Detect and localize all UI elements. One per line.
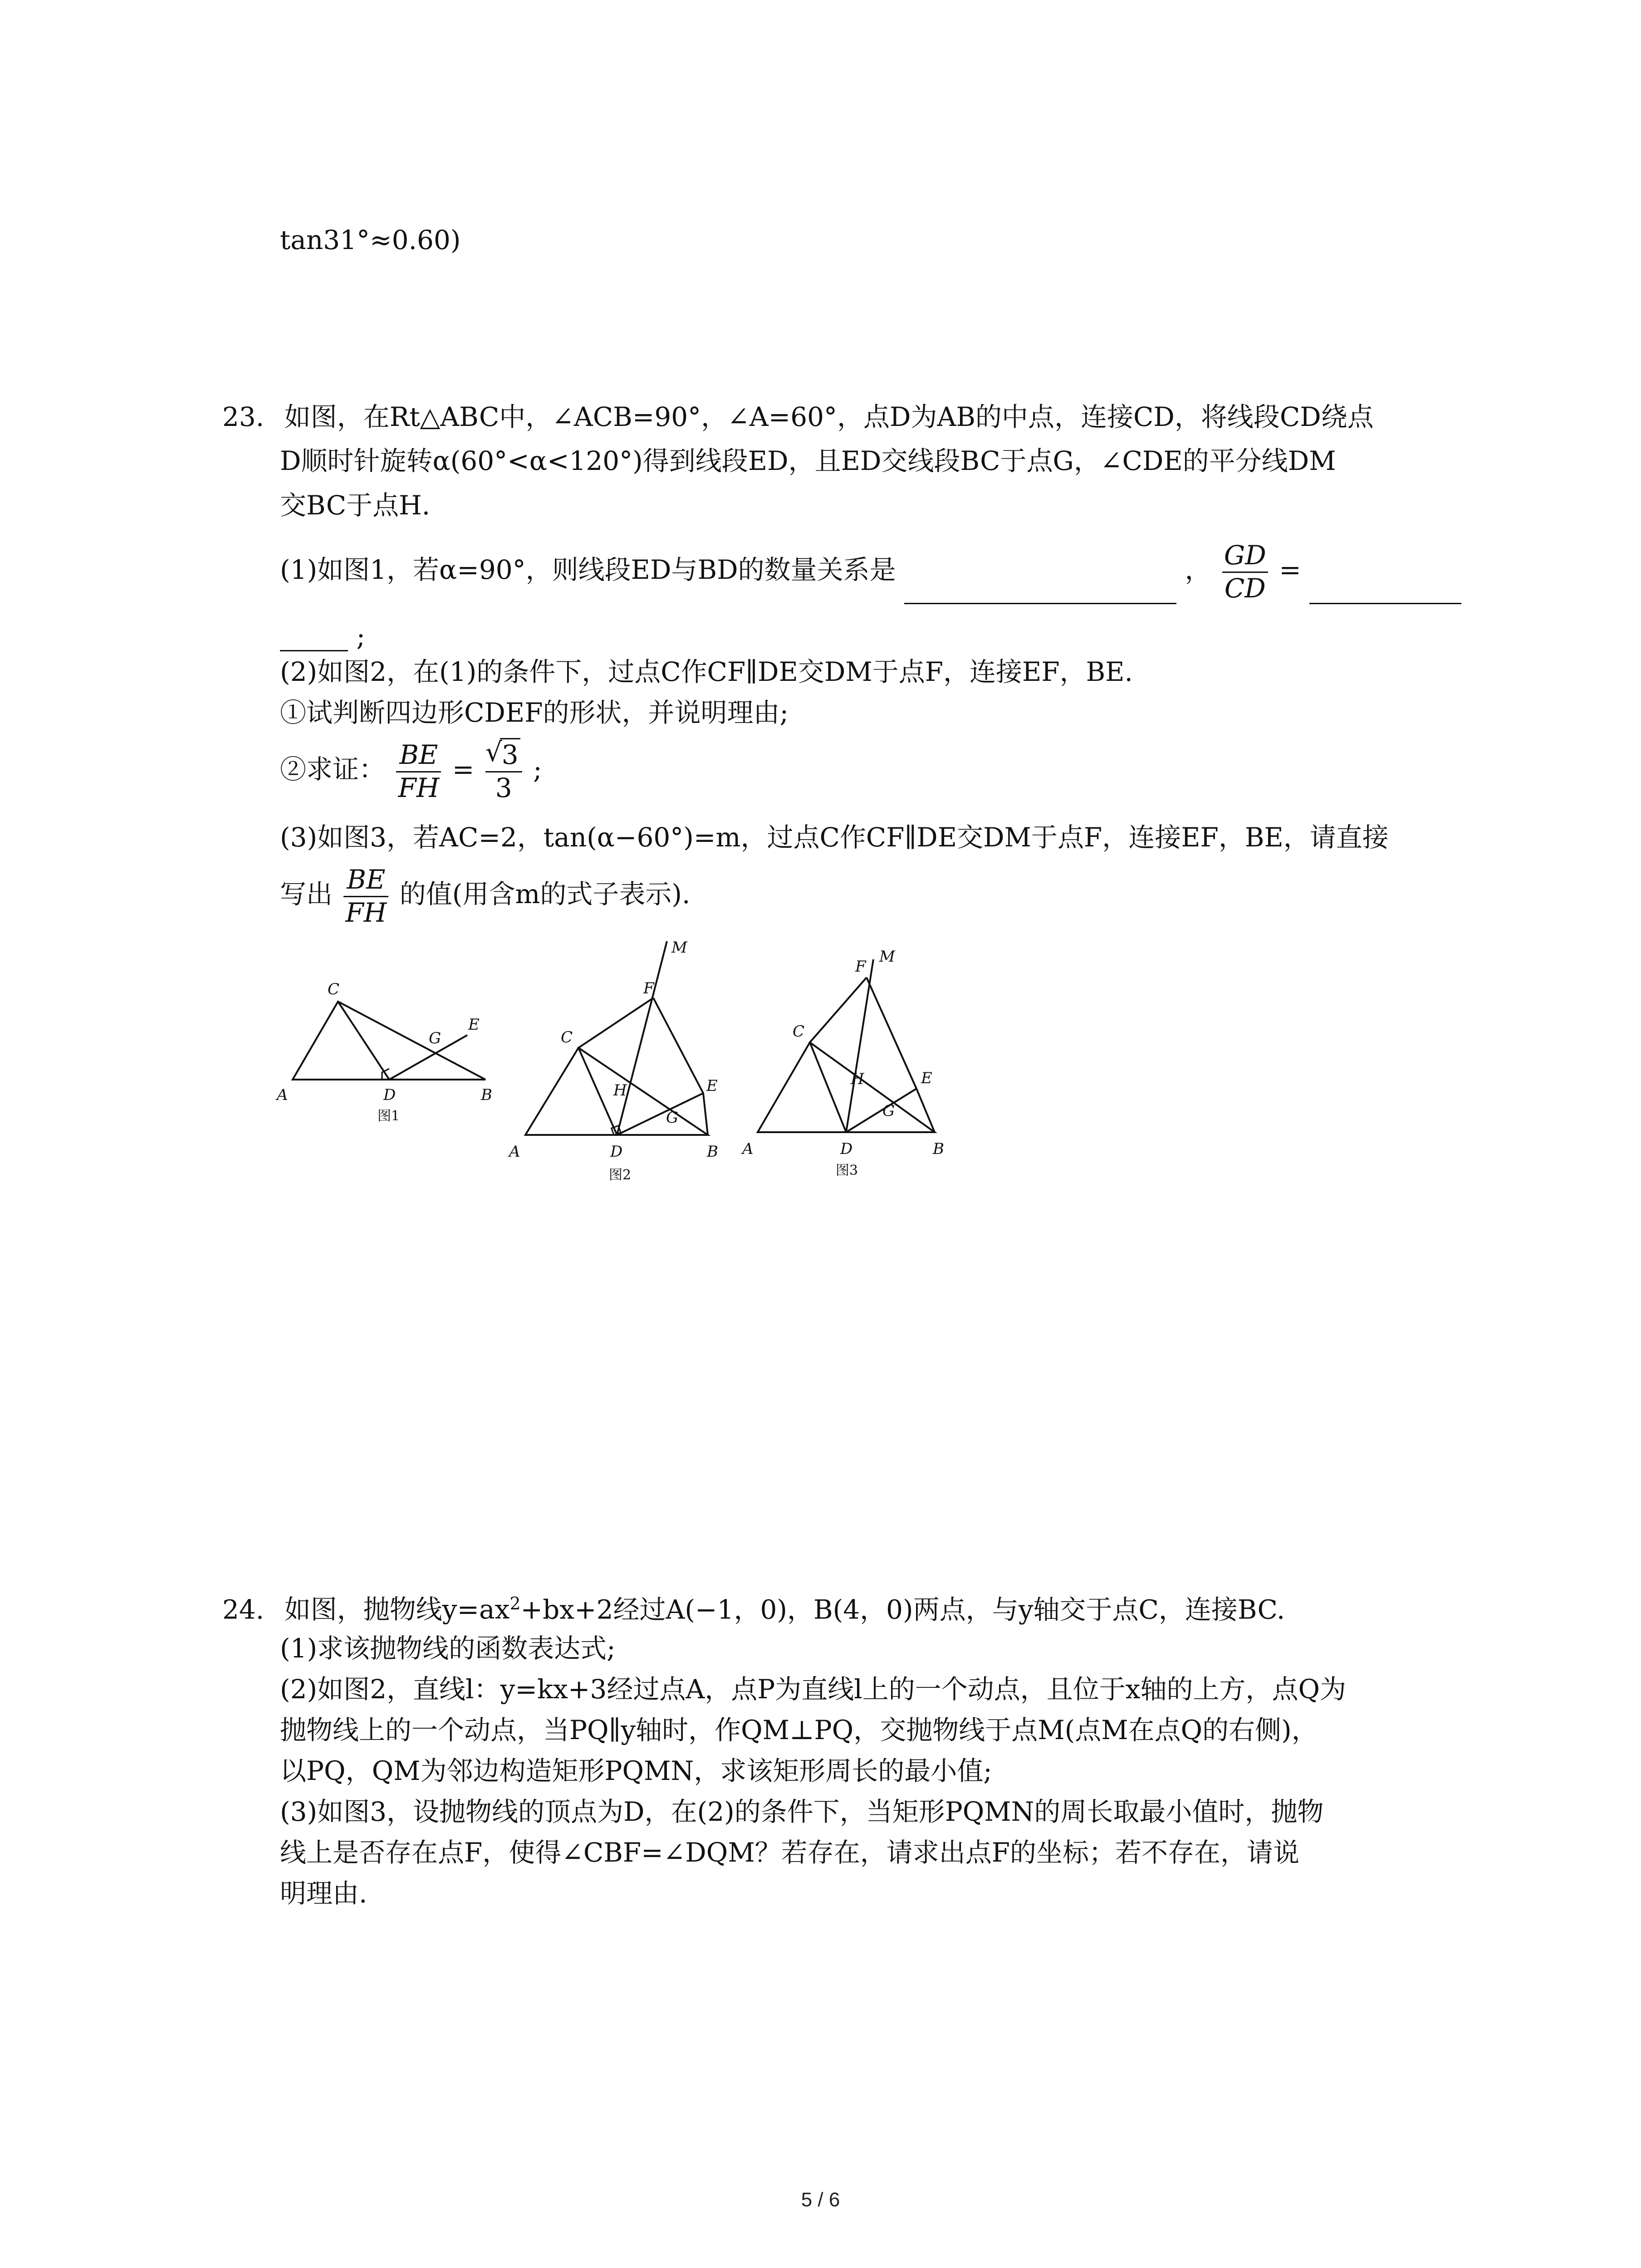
q23-part2-sub2-prefix: ②求证： [280, 754, 386, 785]
q23-stem-line-2 [280, 447, 1336, 476]
q22-tail-text: tan31°≈0.60) [280, 225, 461, 255]
q23-stem-line-1 [222, 403, 1374, 432]
q24-stem-line [222, 1594, 1285, 1624]
q24-part3-line-2 [280, 1838, 1299, 1867]
fig3-triangle-abc [758, 1042, 935, 1132]
fig2-caption: 图2 [609, 1167, 632, 1183]
q24-stem-superscript: 2 [509, 1593, 521, 1613]
q24-part1-line [280, 1634, 616, 1663]
sqrt-symbol [487, 739, 520, 771]
q23-stem-line-3 [280, 491, 430, 520]
fig2-label-a: A [509, 1143, 520, 1161]
q23-part1-frac-num: GD [1222, 540, 1268, 573]
fig2-label-f: F [643, 979, 654, 997]
fig1-label-g: G [429, 1029, 441, 1047]
fig1-segment-cd [338, 1002, 389, 1080]
q23-part2-sub2-rhs-num [485, 739, 522, 772]
q24-part1-text: (1)求该抛物线的函数表达式; [280, 1633, 616, 1664]
page-number: 5 / 6 [801, 2189, 840, 2211]
fig2-segment-eb [703, 1093, 708, 1135]
q23-part1-line [280, 540, 1461, 604]
fig1-label-a: A [277, 1086, 288, 1104]
q24-part2-text-2: 抛物线上的一个动点，当PQ∥y轴时，作QM⊥PQ，交抛物线于点M(点M在点Q的右侧)， [280, 1715, 1318, 1745]
fig2-label-c: C [561, 1028, 573, 1046]
fig3-label-f: F [855, 958, 866, 976]
q24-part3-line-3 [280, 1879, 367, 1908]
q23-figures [272, 934, 975, 1193]
fig2-segment-fe [653, 998, 703, 1093]
q23-stem-text-3: 交BC于点H. [280, 490, 431, 521]
fig3-label-d: D [840, 1140, 853, 1158]
figure-2 [508, 938, 718, 1183]
q23-stem-text-1: 如图，在Rt△ABC中，∠ACB=90°，∠A=60°，点D为AB的中点，连接CD，将线段CD绕点 [284, 401, 1374, 432]
q23-part2-sub2-fraction [396, 739, 441, 804]
q22-tail [280, 226, 460, 255]
q23-part1-end: ; [356, 621, 365, 652]
fig3-caption: 图3 [836, 1163, 858, 1178]
q23-part1-answer-blank-1[interactable] [904, 576, 1176, 604]
fig2-right-angle-mark [612, 1126, 621, 1135]
q23-part3-line-1 [280, 823, 1389, 852]
q24-part3-text-2: 线上是否存在点F，使得∠CBF=∠DQM？若存在，请求出点F的坐标；若不存在，请说 [280, 1837, 1299, 1868]
q23-part2-sub2-line [280, 739, 542, 804]
q23-part2-sub2-end: ; [533, 754, 542, 785]
fig1-label-e: E [468, 1016, 480, 1034]
q23-part3-suffix: 的值(用含m的式子表示). [399, 879, 691, 910]
figure-1 [275, 980, 492, 1124]
q24-part2-text-3: 以PQ，QM为邻边构造矩形PQMN，求该矩形周长的最小值; [280, 1755, 992, 1786]
q24-part3-line-1 [280, 1798, 1323, 1827]
fig1-caption: 图1 [377, 1108, 400, 1124]
fig2-label-e: E [706, 1077, 718, 1095]
q24-stem-prefix: 如图，抛物线y=ax [284, 1594, 510, 1625]
fig2-label-b: B [707, 1143, 718, 1161]
q23-part2-sub2-frac-den: FH [398, 772, 440, 803]
q23-part1-fraction [1222, 540, 1268, 604]
fig3-label-e: E [921, 1069, 932, 1087]
fig1-label-d: D [383, 1086, 396, 1104]
fig2-segment-de [617, 1093, 703, 1135]
fig2-label-g: G [666, 1109, 679, 1127]
q23-part2-sub2-equals: = [452, 754, 475, 785]
fig2-ray-dm [617, 941, 667, 1135]
fig3-label-a: A [742, 1140, 754, 1158]
fig1-label-c: C [328, 980, 340, 998]
fig3-segment-cf [810, 978, 867, 1042]
q23-part2-sub1-line [280, 699, 789, 728]
q24-part3-text-1: (3)如图3，设抛物线的顶点为D，在(2)的条件下，当矩形PQMN的周长取最小值时，抛物 [280, 1796, 1324, 1827]
q23-part2-line [280, 658, 1133, 687]
q23-part3-text-1: (3)如图3，若AC=2，tan(α−60°)=m，过点C作CF∥DE交DM于点F，连接EF，BE，请直接 [280, 822, 1389, 853]
q24-part2-text-1: (2)如图2，直线l：y=kx+3经过点A，点P为直线l上的一个动点，且位于x轴的上方，点Q为 [280, 1674, 1347, 1705]
q23-part1-answer-blank-2-cont[interactable] [280, 625, 348, 651]
fig3-label-b: B [933, 1140, 944, 1158]
figure-3 [741, 948, 944, 1178]
q23-part1-frac-den: CD [1224, 572, 1266, 604]
q24-part3-text-3: 明理由. [280, 1878, 367, 1909]
q23-part1-answer-blank-2[interactable] [1309, 576, 1461, 604]
fig1-label-b: B [481, 1086, 492, 1104]
q23-part1-equals: = [1279, 554, 1301, 586]
q24-part2-line-2 [280, 1716, 1318, 1745]
q23-part2-sub2-rhs-fraction [485, 739, 522, 804]
fig3-label-m: M [879, 948, 895, 966]
q23-part1-comma: ， [1185, 554, 1211, 586]
fig1-segment-de [389, 1035, 467, 1080]
q23-part3-frac-num: BE [343, 864, 388, 897]
fig2-label-d: D [610, 1143, 623, 1161]
q23-part2-sub2-frac-num: BE [396, 739, 441, 772]
fig2-label-m: M [671, 938, 687, 957]
fig3-label-c: C [793, 1022, 805, 1041]
q23-part1-line-end [280, 622, 365, 651]
q24-part2-line-3 [280, 1757, 992, 1786]
q24-part2-line-1 [280, 1675, 1346, 1704]
fig2-label-h: H [613, 1081, 627, 1100]
q23-part3-frac-den: FH [345, 897, 387, 928]
q23-part1-text: (1)如图1，若α=90°，则线段ED与BD的数量关系是 [280, 554, 896, 586]
q23-part3-fraction [343, 864, 388, 929]
q23-part3-line-2 [280, 864, 690, 929]
q24-number: 24. [222, 1594, 265, 1625]
q23-part2-text: (2)如图2，在(1)的条件下，过点C作CF∥DE交DM于点F，连接EF，BE. [280, 656, 1133, 687]
q24-stem-suffix: +bx+2经过A(−1，0)，B(4，0)两点，与y轴交于点C，连接BC. [520, 1594, 1285, 1625]
q23-stem-text-2: D顺时针旋转α(60°<α<120°)得到线段ED，且ED交线段BC于点G，∠CDE的平分线DM [280, 445, 1336, 476]
q23-part2-sub2-rhs-radicand: 3 [500, 738, 520, 770]
q23-part2-sub2-rhs-den: 3 [495, 772, 512, 803]
fig3-label-g: G [882, 1102, 895, 1120]
q23-number: 23. [222, 401, 265, 432]
fig3-label-h: H [851, 1070, 864, 1088]
q23-part2-sub1-text: ①试判断四边形CDEF的形状，并说明理由; [280, 697, 789, 728]
fig3-segment-fe [867, 978, 916, 1089]
q23-part3-prefix: 写出 [280, 879, 333, 910]
